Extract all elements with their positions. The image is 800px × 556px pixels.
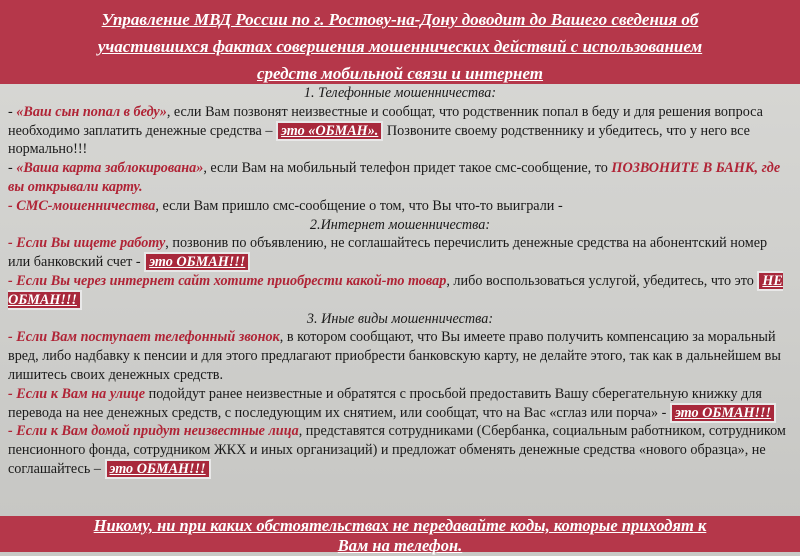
section-3-item-1 (8, 328, 792, 384)
footer-line-1: Никому, ни при каких обстоятельствах не передавайте коды, которые приходят к (93, 516, 707, 535)
item-lead: - Если к Вам на улице (8, 385, 146, 402)
section-3-item-3 (8, 422, 792, 478)
section-3-title: 3. Иные виды мошенничества: (306, 310, 494, 327)
warning-tag: это ОБМАН!!! (144, 252, 250, 272)
section-2-item-2 (8, 272, 792, 310)
section-1-item-2 (8, 159, 792, 197)
warning-tag: это «ОБМАН». (276, 121, 383, 141)
item-text: Позвоните своему родственнику и убедитесь, что у него все нормально!!! (8, 122, 750, 158)
item-lead: - Если Вам поступает телефонный звонок (8, 329, 280, 346)
header-line-1: Управление МВД России по г. Ростову-на-Дону доводит до Вашего сведения об (101, 10, 699, 29)
header-banner (0, 0, 800, 84)
item-text: , в котором сообщают, что Вы имеете право получить компенсацию за моральный вред, либо надбавку к пенсии и для этого предлагают приобрести банковскую карту, не делайте этого, так как в дальнейшем вы лишитесь своих денежных средств. (8, 329, 781, 383)
notice-body (0, 84, 800, 516)
item-text: , позвонив по объявлению, не соглашайтесь перечислить денежные средства на абонентский номер или банковский счет - (8, 235, 768, 271)
item-lead: «Ваша карта заблокирована» (16, 160, 204, 177)
header-line-3: средств мобильной связи и интернет (256, 64, 544, 83)
section-1-item-3 (8, 197, 792, 216)
item-text: , если Вам позвонят неизвестные и сообщат, что родственник попал в беду и для решения вопроса необходимо заплатить денежные средства – (8, 103, 763, 139)
item-text: , если Вам пришло смс-сообщение о том, что Вы что-то выиграли - (155, 197, 563, 214)
item-text: , либо воспользоваться услугой, убедитесь, что это (446, 272, 758, 289)
section-2-title: 2.Интернет мошенничества: (309, 216, 491, 233)
section-2-item-1 (8, 234, 792, 272)
item-text: , если Вам на мобильный телефон придет такое смс-сообщение, то (203, 160, 612, 177)
item-lead: - Если Вы ищете работу (8, 235, 166, 252)
warning-tag: НЕ ОБМАН!!! (8, 272, 783, 308)
item-dash: - (8, 160, 17, 177)
item-text: подойдут ранее неизвестные и обратятся с просьбой предоставить Вашу сберегательную книжку для перевода на нее денежных средств, с последующим их снятием, или сообщат, что на Вас «сглаз или порча» - (8, 385, 762, 421)
section-1-title: 1. Телефонные мошенничества: (303, 85, 497, 101)
item-lead: «Ваш сын попал в беду» (16, 103, 167, 120)
header-line-2: участившихся фактах совершения мошеннических действий с использованием (97, 37, 703, 56)
item-lead: - Если Вы через интернет сайт хотите приобрести какой-то товар (8, 272, 447, 289)
section-3-item-2 (8, 385, 792, 423)
item-dash: - (8, 103, 17, 120)
section-1-item-1 (8, 103, 792, 159)
footer-banner (0, 516, 800, 555)
item-text: , представятся сотрудниками (Сбербанка, социальным работником, сотрудником пенсионного фонда, сотрудником ЖКХ и иных организаций) и предложат обменять денежные средства «нового образца», не соглашайтесь – (8, 423, 786, 477)
warning-tag: это ОБМАН!!! (670, 403, 776, 423)
item-lead: - Если к Вам домой придут неизвестные лица (8, 423, 299, 440)
footer-line-2: Вам на телефон. (337, 536, 463, 555)
item-lead: - СМС-мошенничества (8, 197, 156, 214)
warning-tag: это ОБМАН!!! (105, 459, 211, 479)
call-bank-text: ПОЗВОНИТЕ В БАНК, где вы открывали карту. (8, 160, 781, 195)
